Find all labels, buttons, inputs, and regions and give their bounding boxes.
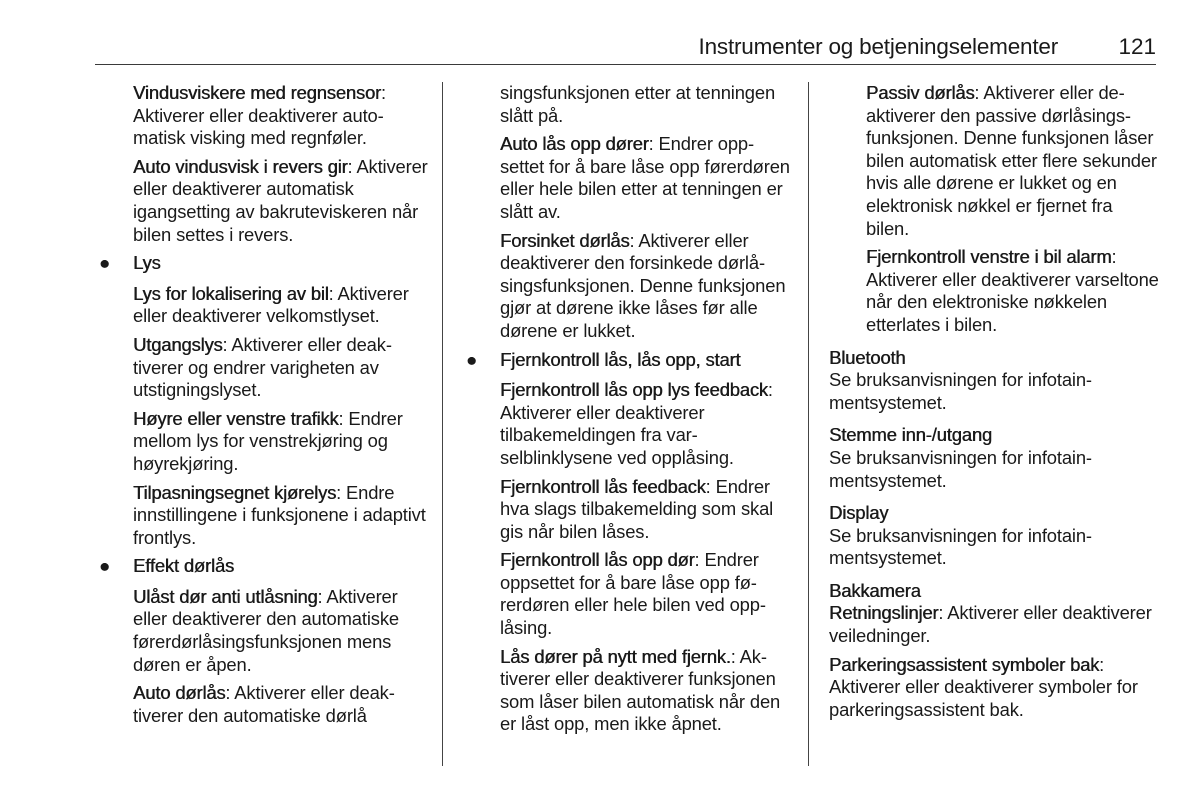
setting-entry: Ulåst dør anti utlåsning: Aktiverer eller deaktiverer den automatiske førerdørlåsingsfunksjonen mens døren er åpen. xyxy=(133,585,399,675)
setting-entry: Auto lås opp dører: Endrer oppsettet for å bare låse opp førerdøren eller hele bilen etter at tenningen er slått av. xyxy=(500,133,790,222)
column-3 xyxy=(829,82,1159,727)
setting-description: Aktiverer eller deaktiverer den passive dørlåsingsfunksjonen. Denne funksjonen låser bilen automatisk etter flere sekunder hvis alle dørene er lukket og en elektronisk nøkkel er fjernet fra bilen. xyxy=(866,82,1157,239)
setting-term: Retningslinjer xyxy=(829,602,939,624)
bullet-dot-icon: ● xyxy=(99,556,110,577)
setting-entry: Auto vindusvisk i revers gir: Aktiverer eller deaktiverer automatisk igangsetting av bakruteviskeren når bilen settes i revers. xyxy=(133,155,428,245)
setting-term: Parkeringsassistent symboler bak xyxy=(829,653,1100,675)
section-heading: Stemme inn-/utgang xyxy=(829,424,992,446)
header-rule xyxy=(95,64,1156,65)
setting-entry: Tilpasningsegnet kjørelys: Endre innstillingene i funksjonene i adaptivt frontlys. xyxy=(133,481,426,548)
setting-description: Aktiverer eller deaktiverer funksjonen som låser bilen automatisk når den er låst opp, men ikke åpnet. xyxy=(500,645,781,735)
setting-term: Forsinket dørlås xyxy=(500,229,630,251)
setting-term: Vindusviskere med regnsensor xyxy=(133,82,381,103)
setting-entry: Retningslinjer: Aktiverer eller deaktiverer veiledninger. xyxy=(829,602,1152,647)
bullet-heading: ● Effekt dørlås xyxy=(99,555,234,577)
setting-entry: Fjernkontroll lås opp dør: Endrer oppsettet for å bare låse opp førerdøren eller hele bilen ved opplåsing. xyxy=(500,549,766,639)
setting-description: Endrer mellom lys for venstrekjøring og høyrekjøring. xyxy=(133,407,403,474)
setting-entry: Fjernkontroll venstre i bil alarm: Aktiverer eller deaktiverer varseltone når den elektroniske nøkkelen etterlates i bilen. xyxy=(866,246,1159,335)
section-heading: Bluetooth xyxy=(829,346,906,368)
setting-description: Aktiverer eller deaktiverer symboler for parkeringsassistent bak. xyxy=(829,676,1138,720)
setting-term: Auto dørlås xyxy=(133,682,226,704)
section-display xyxy=(829,502,1159,570)
setting-entry: Lås dører på nytt med fjernk.: Aktiverer eller deaktiverer funksjonen som låser bilen automatisk når den er låst opp, men ikke åpnet. xyxy=(500,645,781,735)
setting-description: Aktiverer eller deaktiverer velkomstlyset. xyxy=(133,282,409,327)
bullet-dot-icon: ● xyxy=(99,253,110,274)
setting-entry: Fjernkontroll lås feedback: Endrer hva slags tilbakemelding som skal gis når bilen låses. xyxy=(500,475,774,542)
setting-term: Passiv dørlås xyxy=(866,82,975,103)
setting-description: Aktiverer eller deaktiverer den forsinkede dørlåsingsfunksjonen. Denne funksjonen gjør at dørene ikke låses før alle dørene er lukket. xyxy=(500,229,786,341)
setting-description: Endrer hva slags tilbakemelding som skal gis når bilen låses. xyxy=(500,475,774,542)
section-bluetooth xyxy=(829,347,1159,415)
setting-term: Auto vindusvisk i revers gir xyxy=(133,155,348,177)
setting-description: Aktiverer eller deaktiverer den automatiske dørlå xyxy=(133,682,395,726)
column-divider-1 xyxy=(442,82,443,766)
indented-entries xyxy=(829,82,1159,337)
section-heading: Display xyxy=(829,502,889,524)
setting-term: Auto lås opp dører xyxy=(500,133,649,155)
setting-description: Aktiverer eller deaktiverer varseltone når den elektroniske nøkkelen etterlates i bilen. xyxy=(866,268,1159,335)
setting-description: Aktiverer eller deaktiverer tilbakemeldingen fra varselblinklysene ved opplåsing. xyxy=(500,401,734,468)
setting-entry: Passiv dørlås: Aktiverer eller deaktiverer den passive dørlåsingsfunksjonen. Denne funksjonen låser bilen automatisk etter flere sekunder hvis alle dørene er lukket og en elektronisk nøkkel er fjernet fra bilen. xyxy=(866,82,1157,239)
setting-entry: Vindusviskere med regnsensor: Aktiverer eller deaktiverer automatisk visking med regnføler. xyxy=(133,82,386,149)
setting-term: Fjernkontroll lås feedback xyxy=(500,475,706,497)
section-text: Se bruksanvisningen for infotainmentsystemet. xyxy=(829,369,1093,413)
column-divider-2 xyxy=(808,82,809,766)
setting-term: Høyre eller venstre trafikk xyxy=(133,407,339,429)
column-2 xyxy=(466,82,792,742)
setting-description: Aktiverer eller deaktiverer veiledninger. xyxy=(829,602,1152,647)
setting-description: singsfunksjonen etter at tenningen slått på. xyxy=(500,82,776,126)
setting-entry: Høyre eller venstre trafikk: Endrer mellom lys for venstrekjøring og høyrekjøring. xyxy=(133,407,403,474)
setting-term: Lås dører på nytt med fjernk. xyxy=(500,645,731,667)
page-header xyxy=(0,0,1200,70)
section-text: Se bruksanvisningen for infotainmentsystemet. xyxy=(829,524,1093,569)
setting-description: Aktiverer eller deaktiverer og endrer varigheten av utstigningslyset. xyxy=(133,333,392,401)
setting-entry: Auto dørlås: Aktiverer eller deaktiverer den automatiske dørlå xyxy=(133,682,395,726)
setting-description: Aktiverer eller deaktiverer automatisk igangsetting av bakruteviskeren når bilen settes i revers. xyxy=(133,155,428,245)
section-voice xyxy=(829,424,1159,492)
setting-description: Endre innstillingene i funksjonene i adaptivt frontlys. xyxy=(133,481,426,548)
setting-description: Endrer oppsettet for å bare låse opp førerdøren eller hele bilen etter at tenningen er slått av. xyxy=(500,133,790,222)
setting-term: Ulåst dør anti utlåsning xyxy=(133,585,318,607)
setting-entry: Parkeringsassistent symboler bak: Aktiverer eller deaktiverer symboler for parkeringsassistent bak. xyxy=(829,653,1138,720)
setting-entry: Lys for lokalisering av bil: Aktiverer eller deaktiverer velkomstlyset. xyxy=(133,282,409,327)
setting-term: Fjernkontroll venstre i bil alarm xyxy=(866,246,1112,268)
setting-entry: Utgangslys: Aktiverer eller deaktiverer og endrer varigheten av utstigningslyset. xyxy=(133,333,392,401)
setting-description: Aktiverer eller deaktiverer den automatiske førerdørlåsingsfunksjonen mens døren er åpen. xyxy=(133,585,399,675)
setting-term: Lys for lokalisering av bil xyxy=(133,282,329,304)
page-number: 121 xyxy=(1118,34,1156,59)
setting-term: Fjernkontroll lås opp lys feedback xyxy=(500,379,768,401)
section-heading: Bakkamera xyxy=(829,579,921,601)
setting-description: Aktiverer eller deaktiverer automatisk visking med regnføler. xyxy=(133,104,384,149)
bullet-dot-icon: ● xyxy=(466,349,477,370)
section-text: Se bruksanvisningen for infotainmentsystemet. xyxy=(829,446,1093,491)
bullet-heading: ● Fjernkontroll lås, lås opp, start xyxy=(466,348,741,370)
section-rear-camera xyxy=(829,580,1159,722)
setting-entry: Fjernkontroll lås opp lys feedback: Aktiverer eller deaktiverer tilbakemeldingen fra varselblinklysene ved opplåsing. xyxy=(500,379,773,468)
running-header-title: Instrumenter og betjeningselementer xyxy=(698,34,1058,59)
bullet-heading: ● Lys xyxy=(99,252,161,274)
setting-description: Endrer oppsettet for å bare låse opp førerdøren eller hele bilen ved opplåsing. xyxy=(500,549,766,639)
setting-entry: Forsinket dørlås: Aktiverer eller deaktiverer den forsinkede dørlåsingsfunksjonen. Denne funksjonen gjør at dørene ikke låses før alle dørene er lukket. xyxy=(500,229,786,341)
setting-term: Fjernkontroll lås opp dør xyxy=(500,549,695,571)
column-1 xyxy=(99,82,429,733)
setting-entry xyxy=(500,82,792,127)
setting-term: Tilpasningsegnet kjørelys xyxy=(133,481,337,503)
setting-term: Utgangslys xyxy=(133,333,223,355)
